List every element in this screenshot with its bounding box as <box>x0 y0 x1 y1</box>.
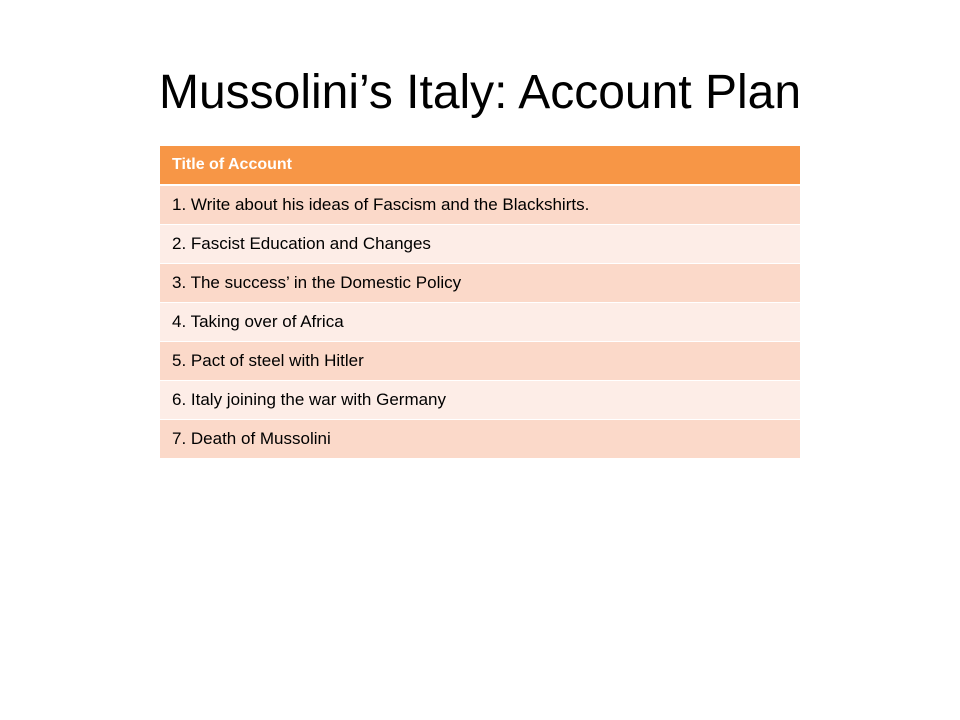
table-header-cell: Title of Account <box>160 146 800 185</box>
table-cell: 3. The success’ in the Domestic Policy <box>160 263 800 302</box>
table-row <box>160 341 800 380</box>
table-cell: 5. Pact of steel with Hitler <box>160 341 800 380</box>
table-cell: 6. Italy joining the war with Germany <box>160 380 800 419</box>
table-row <box>160 263 800 302</box>
slide-title: Mussolini’s Italy: Account Plan <box>158 66 802 119</box>
table-cell: 4. Taking over of Africa <box>160 302 800 341</box>
table-row <box>160 302 800 341</box>
table-cell: 2. Fascist Education and Changes <box>160 224 800 263</box>
table-row <box>160 224 800 263</box>
table-cell: 1. Write about his ideas of Fascism and the Blackshirts. <box>160 185 800 224</box>
account-plan-table <box>160 146 800 459</box>
table-cell: 7. Death of Mussolini <box>160 419 800 458</box>
table-row <box>160 185 800 224</box>
table-header-row <box>160 146 800 185</box>
table-row <box>160 419 800 458</box>
table-row <box>160 380 800 419</box>
